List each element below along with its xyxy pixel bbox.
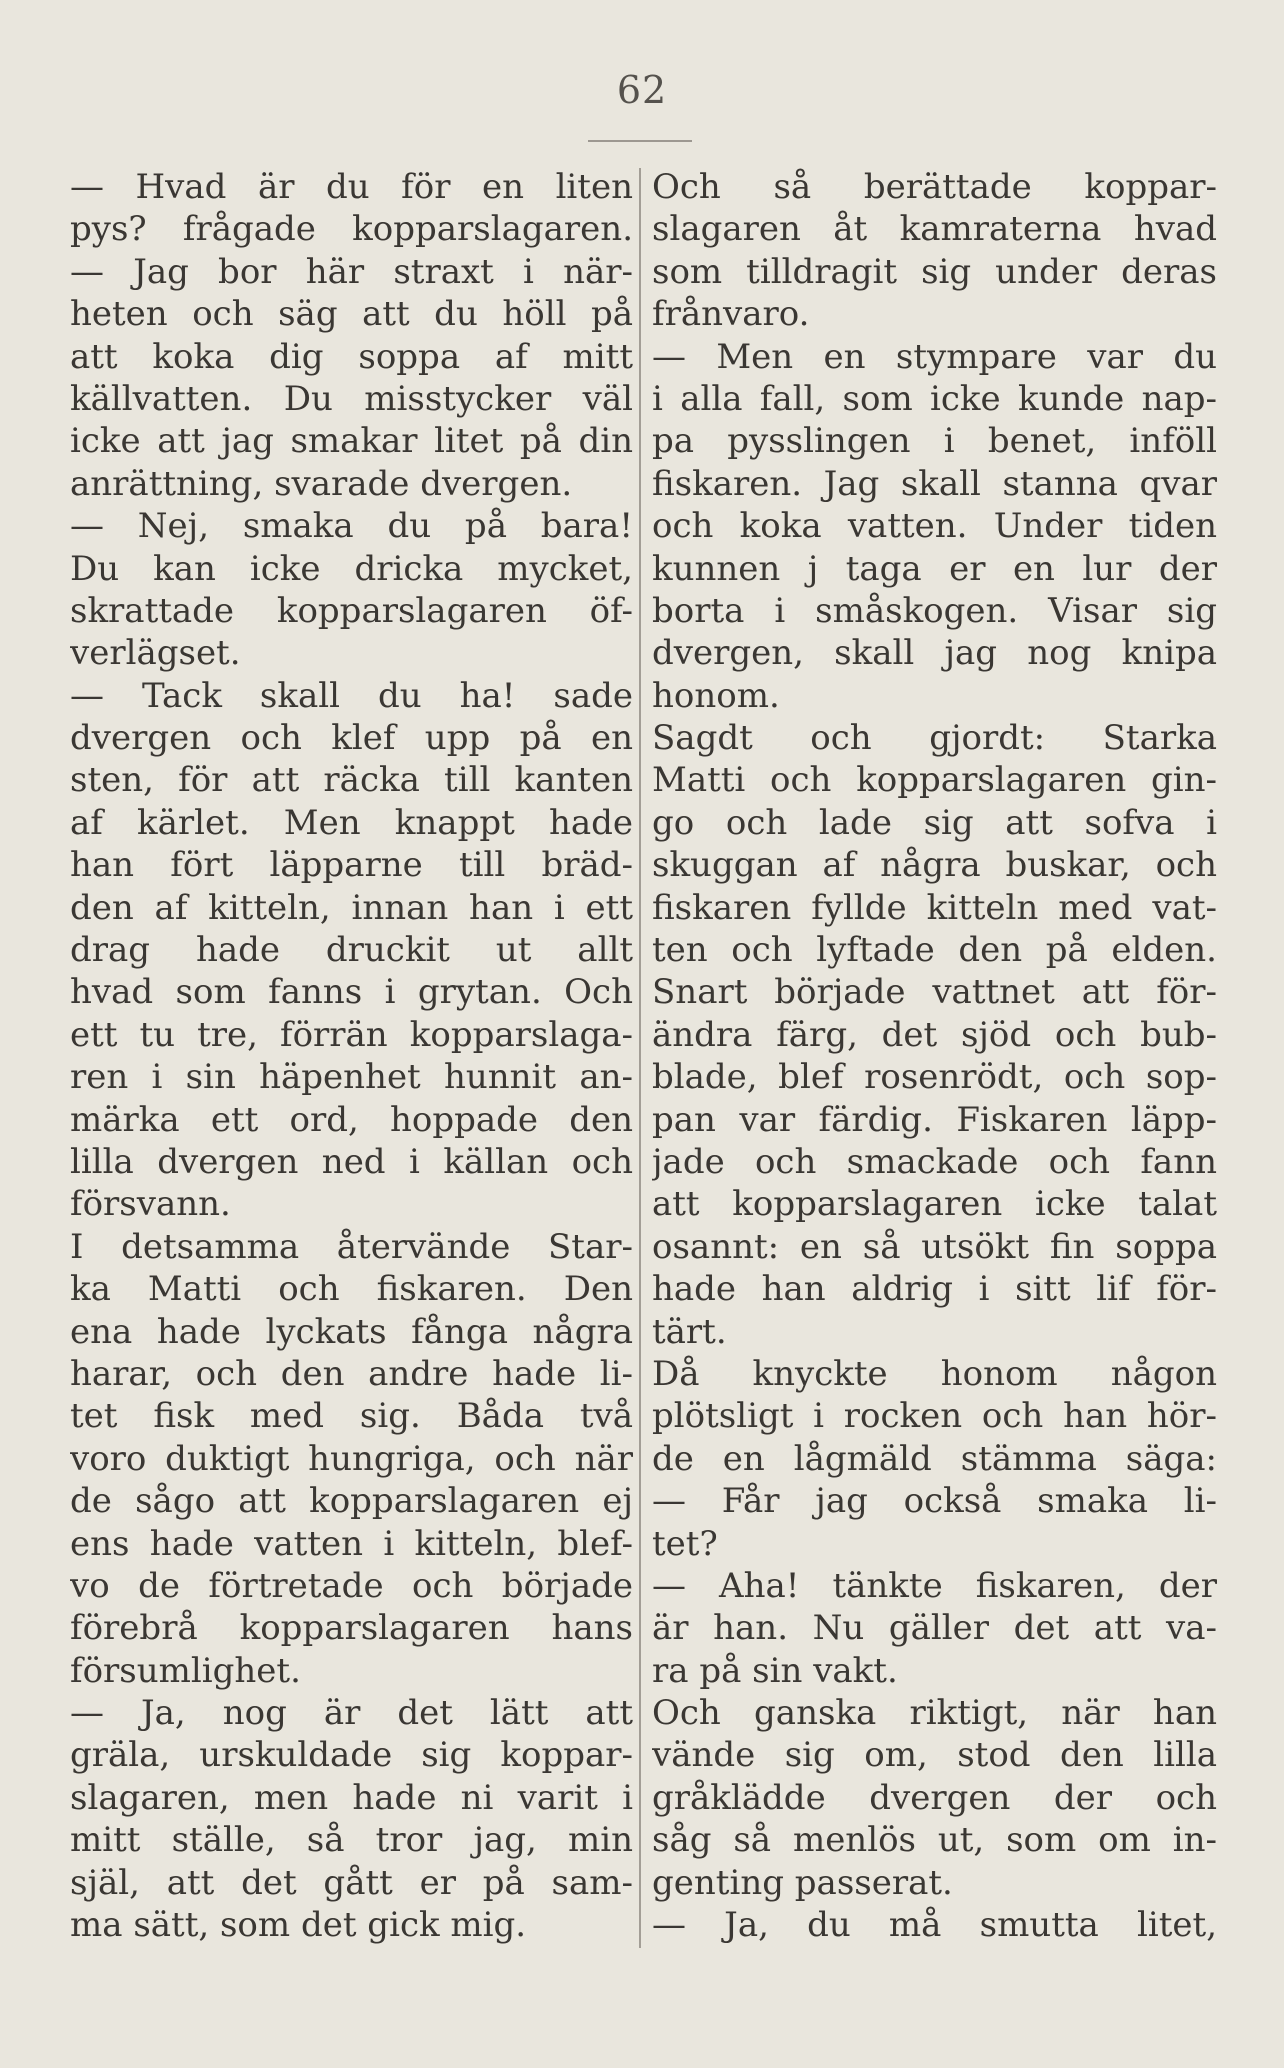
text-line: harar, och den andre hade li-	[70, 1353, 633, 1394]
text-line: sten, för att räcka till kanten	[70, 760, 633, 801]
text-line: I detsamma återvände Star-	[70, 1226, 633, 1267]
text-line: — Ja, du må smutta litet,	[652, 1905, 1217, 1946]
text-line: lilla dvergen ned i källan och	[70, 1141, 633, 1182]
text-line: ten och lyftade den på elden.	[652, 930, 1217, 971]
text-line: själ, att det gått er på sam-	[70, 1862, 633, 1903]
text-line: Snart började vattnet att för-	[652, 972, 1217, 1013]
text-line: ra på sin vakt.	[652, 1650, 898, 1691]
text-line: — Aha! tänkte fiskaren, der	[652, 1565, 1217, 1606]
text-line: märka ett ord, hoppade den	[70, 1099, 633, 1140]
text-line: Och ganska riktigt, när han	[652, 1693, 1217, 1734]
text-line: ändra färg, det sjöd och bub-	[652, 1014, 1217, 1055]
text-line: ett tu tre, förrän kopparslaga-	[70, 1014, 633, 1055]
text-line: icke att jag smakar litet på din	[70, 421, 633, 462]
text-line: drag hade druckit ut allt	[70, 930, 633, 971]
text-line: hvad som fanns i grytan. Och	[70, 972, 633, 1013]
column-divider	[639, 168, 641, 1948]
text-line: fiskaren fyllde kitteln med vat-	[652, 887, 1217, 928]
text-line: att kopparslagaren icke talat	[652, 1184, 1217, 1225]
text-line: ka Matti och fiskaren. Den	[70, 1269, 633, 1310]
text-line: — Får jag också smaka li-	[652, 1481, 1217, 1522]
text-line: gräla, urskuldade sig koppar-	[70, 1735, 633, 1776]
text-line: Matti och kopparslagaren gin-	[652, 760, 1217, 801]
text-line: kunnen j taga er en lur der	[652, 548, 1217, 589]
text-line: frånvaro.	[652, 294, 810, 335]
text-line: skrattade kopparslagaren öf-	[70, 590, 633, 631]
text-line: tet fisk med sig. Båda två	[70, 1396, 633, 1437]
text-line: — Ja, nog är det lätt att	[70, 1693, 633, 1734]
text-line: som tilldragit sig under deras	[652, 251, 1217, 292]
text-line: ena hade lyckats fånga några	[70, 1311, 633, 1352]
text-line: är han. Nu gäller det att va-	[652, 1608, 1217, 1649]
right-column	[652, 166, 1217, 1966]
text-line: genting passerat.	[652, 1862, 953, 1903]
text-line: — Tack skall du ha! sade	[70, 675, 633, 716]
text-line: och koka vatten. Under tiden	[652, 506, 1217, 547]
text-line: mitt ställe, så tror jag, min	[70, 1820, 633, 1861]
text-line: Då knyckte honom någon	[652, 1353, 1217, 1394]
text-line: voro duktigt hungriga, och när	[70, 1438, 633, 1479]
text-line: dvergen, skall jag nog knipa	[652, 633, 1217, 674]
text-line: gråklädde dvergen der och	[652, 1777, 1217, 1818]
header-rule	[588, 140, 692, 142]
text-line: ens hade vatten i kitteln, blef-	[70, 1523, 633, 1564]
text-line: heten och säg att du höll på	[70, 294, 633, 335]
text-line: jade och smackade och fann	[652, 1141, 1217, 1182]
text-line: i alla fall, som icke kunde nap-	[652, 378, 1217, 419]
text-line: såg så menlös ut, som om in-	[652, 1820, 1217, 1861]
text-line: ma sätt, som det gick mig.	[70, 1905, 527, 1946]
text-line: blade, blef rosenrödt, och sop-	[652, 1057, 1217, 1098]
text-line: vände sig om, stod den lilla	[652, 1735, 1217, 1776]
text-line: källvatten. Du misstycker väl	[70, 378, 633, 419]
text-line: — Jag bor här straxt i när-	[70, 251, 633, 292]
text-line: osannt: en så utsökt fin soppa	[652, 1226, 1217, 1267]
text-line: vo de förtretade och började	[70, 1565, 633, 1606]
text-line: att koka dig soppa af mitt	[70, 336, 633, 377]
text-line: dvergen och klef upp på en	[70, 718, 633, 759]
text-line: pys? frågade kopparslagaren.	[70, 209, 633, 250]
text-line: han fört läpparne till bräd-	[70, 845, 633, 886]
text-line: hade han aldrig i sitt lif för-	[652, 1269, 1217, 1310]
text-line: Sagdt och gjordt: Starka	[652, 718, 1217, 759]
text-line: förebrå kopparslagaren hans	[70, 1608, 633, 1649]
text-line: slagaren åt kamraterna hvad	[652, 209, 1217, 250]
text-line: de sågo att kopparslagaren ej	[70, 1481, 633, 1522]
text-line: försumlighet.	[70, 1650, 301, 1691]
text-line: pa pysslingen i benet, inföll	[652, 421, 1217, 462]
text-line: — Men en stympare var du	[652, 336, 1217, 377]
text-line: skuggan af några buskar, och	[652, 845, 1217, 886]
text-line: go och lade sig att sofva i	[652, 802, 1217, 843]
text-line: tärt.	[652, 1311, 727, 1352]
text-line: af kärlet. Men knappt hade	[70, 802, 633, 843]
text-line: den af kitteln, innan han i ett	[70, 887, 633, 928]
text-line: — Hvad är du för en liten	[70, 167, 633, 207]
text-line: fiskaren. Jag skall stanna qvar	[652, 463, 1217, 504]
left-column	[70, 166, 633, 1966]
text-line: ren i sin häpenhet hunnit an-	[70, 1057, 633, 1098]
text-line: slagaren, men hade ni varit i	[70, 1777, 633, 1818]
text-line: — Nej, smaka du på bara!	[70, 506, 633, 547]
text-line: pan var färdig. Fiskaren läpp-	[652, 1099, 1217, 1140]
text-line: försvann.	[70, 1184, 231, 1225]
text-line: verlägset.	[70, 633, 241, 674]
text-line: borta i småskogen. Visar sig	[652, 590, 1217, 631]
text-line: honom.	[652, 675, 780, 716]
page-number: 62	[616, 68, 668, 112]
text-line: Du kan icke dricka mycket,	[70, 548, 633, 589]
text-line: anrättning, svarade dvergen.	[70, 463, 573, 504]
text-line: plötsligt i rocken och han hör-	[652, 1396, 1217, 1437]
text-line: tet?	[652, 1523, 718, 1564]
text-line: Och så berättade koppar-	[652, 167, 1217, 207]
text-line: de en lågmäld stämma säga:	[652, 1438, 1217, 1479]
